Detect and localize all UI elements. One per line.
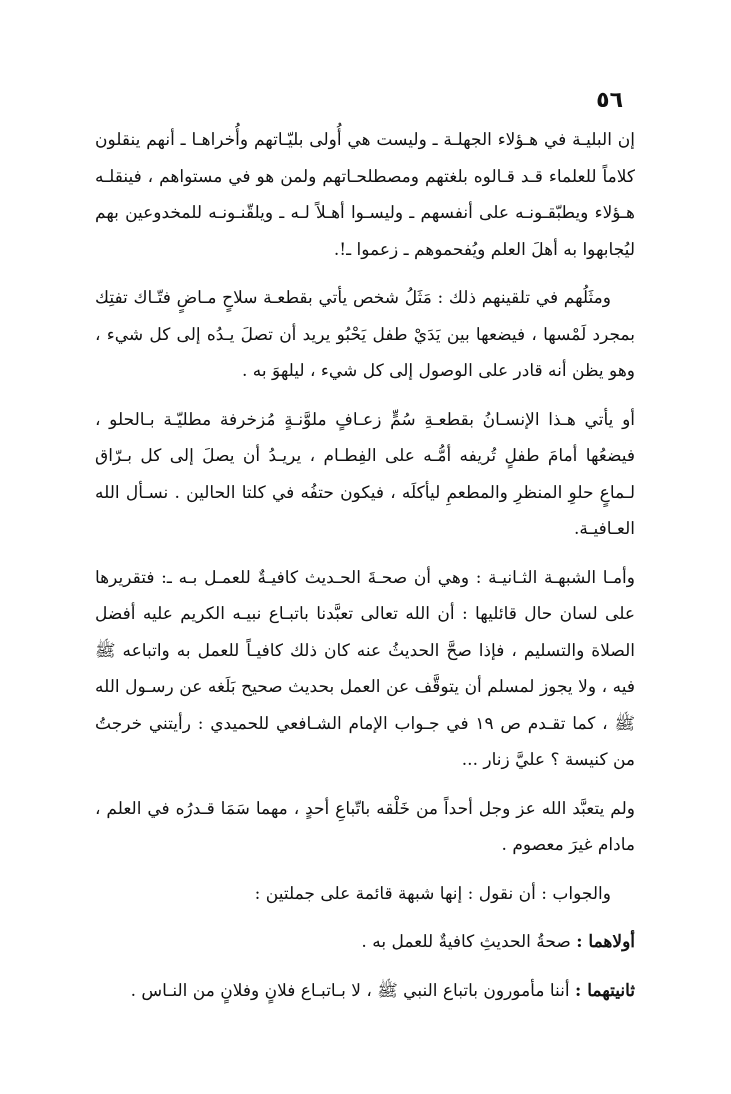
paragraph-8: [95, 973, 635, 1010]
paragraph-7: [95, 924, 635, 961]
first-point-label: أولاهما :: [576, 932, 635, 952]
paragraph-3: أو يأتي هـذا الإنسـانُ بقطعـةِ سُمٍّ زعـافٍ ملوَّنـةٍ مُزخرفة مطليّـة بـالحلو ، فيضعُها أمامَ طفلٍ تُريفه أمُّـه على الفِطـام ، يريـدُ أن يصلَ إلى كل بـرّاق لـماعٍ حلوِ المنظرِ والمطعمِ ليأكلَه ، فيكون حتفُه في كلتا الحالين . نسـأل الله العـافيـة.: [95, 409, 635, 539]
second-point-text: أننا مأمورون باتباع النبي ﷺ ، لا بـاتبـاع فلانٍ وفلانٍ من النـاس .: [130, 980, 576, 1001]
paragraph-2: ومثَلُهم في تلقينهم ذلك : مَثَلُ شخص يأتي بقطعـة سلاحٍ مـاضٍ فتّـاك تفتِك بمجرد لَمْسها ، فيضعها بين يَدَيْ طفل يَحْبُو يريد أن تصلَ يـدُه إلى كل شيء ، وهو يظن أنه قادر على الوصول إلى كل شيء ، ليلهوَ به .: [95, 288, 635, 381]
first-point-text: صحةُ الحديثِ كافيةٌ للعمل به .: [361, 932, 577, 952]
paragraph-4: وأمـا الشبهـة الثـانيـة : وهي أن صحـةَ الحـديث كافيـةٌ للعمـل بـه ـ: فتقريرها على لسان حال قائليها : أن الله تعالى تعبَّدنا باتبـاع نبيـه الكريم عليه أفضل الصلاة والتسليم ، فإذا صحَّ الحديثُ عنه كان ذلك كافيـاً للعمل به واتباعه ﷺ فيه ، ولا يجوز لمسلم أن يتوقَّف عن العمل بحديث صحيح بَلَغه عن رسـول الله ﷺ ، كما تقـدم ص ١٩ في جـواب الإمام الشـافعي للحميدي : رأيتني خرجتُ من كنيسة ؟ عليَّ زنار ...: [95, 567, 635, 770]
page-number: ٥٦: [596, 88, 623, 113]
paragraph-6: والجواب : أن نقول : إنها شبهة قائمة على جملتين :: [254, 883, 611, 904]
page-body: [95, 122, 635, 1021]
paragraph-1: إن البليـة في هـؤلاء الجهلـة ـ وليست هي أُولى بليّـاتهم وأُخراهـا ـ أنهم ينقلون كلاماً للعلماء قـد قـالوه بلغتهم ومصطلحـاتهم ولمن هو في مستواهم ، فينقلـه هـؤلاء ويطبّقـونـه على أنفسهم ـ وليسـوا أهـلاً لـه ـ ويلقّنـونـه للمخدوعين بهم ليُجابهوا به أهلَ العلم ويُفحموهم ـ زعموا ـ!.: [95, 130, 635, 260]
second-point-label: ثانيتهما :: [575, 980, 635, 1001]
paragraph-5: ولم يتعبَّد الله عز وجل أحداً من خَلْقه باتّباعِ أحدٍ ، مهما سَمَا قـدرُه في العلم ، مادام غيرَ معصوم .: [95, 798, 635, 855]
